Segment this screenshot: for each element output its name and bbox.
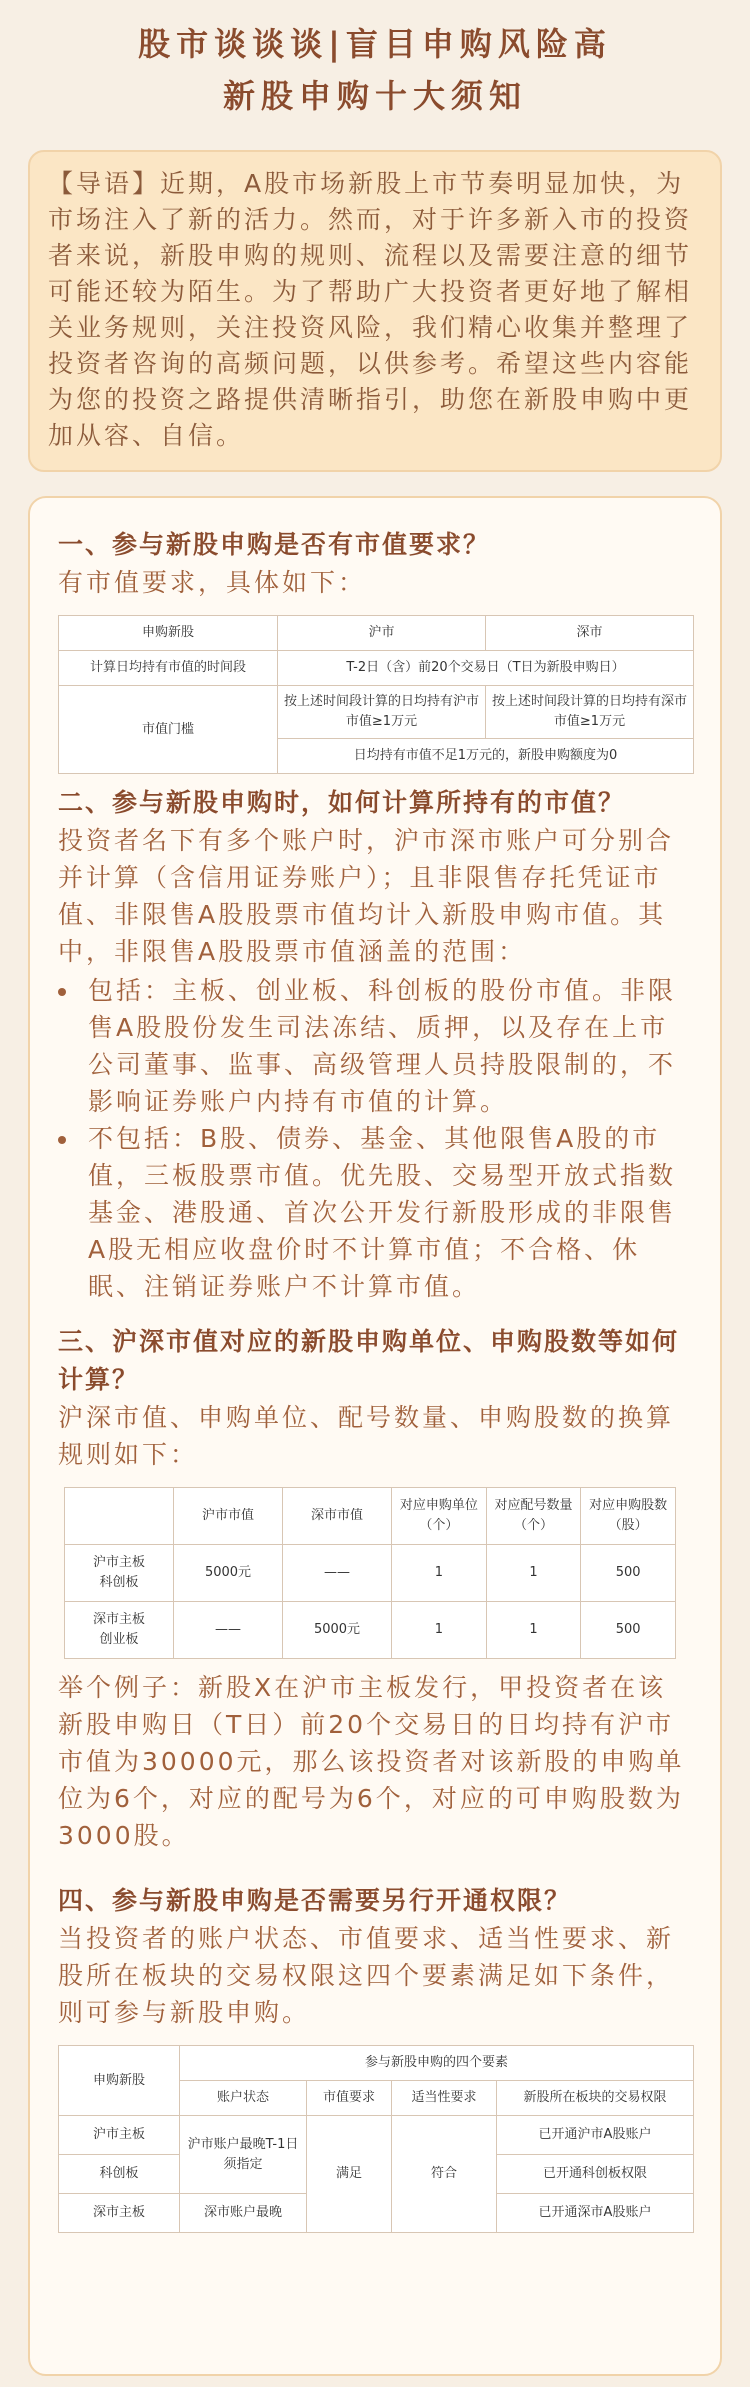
list-item: • 不包括：B股、债券、基金、其他限售A股的市值，三板股票市值。优先股、交易型开放式指数基金、港股通、首次公开发行新股形成的非限售A股无相应收盘价时不计算市值；不合格、休眠、注销证券账户不计算市值。 [80,1120,692,1305]
page-title [0,0,750,122]
list-item: • 包括：主板、创业板、科创板的股份市值。非限售A股股份发生司法冻结、质押，以及存在上市公司董事、监事、高级管理人员持股限制的，不影响证券账户内持有市值的计算。 [80,972,692,1120]
section-4-title: 四、参与新股申购是否需要另行开通权限？ [58,1886,572,1915]
table-cell: 深市账户最晚 [180,2194,307,2233]
table-cell: 深市主板 创业板 [65,1602,174,1659]
subscription-unit-table [64,1487,676,1659]
table-cell: 1 [486,1602,581,1659]
table-cell: 按上述时间段计算的日均持有深市市值≥1万元 [486,686,694,739]
table-cell: 沪市账户最晚T-1日须指定 [180,2116,307,2194]
table-cell: T-2日（含）前20个交易日（T日为新股申购日） [278,651,694,686]
table-cell: 符合 [392,2116,497,2233]
table-cell: 已开通科创板权限 [497,2155,694,2194]
section-1-text: 有市值要求，具体如下： [58,568,367,597]
table-cell: —— [174,1602,283,1659]
table-header: 申购新股 [59,616,278,651]
table-header: 适当性要求 [392,2081,497,2116]
table-cell: 500 [581,1545,676,1602]
qa-card [28,496,722,2376]
table-cell: 1 [392,1545,487,1602]
table-header: 申购新股 [59,2046,180,2116]
market-value-table [58,615,694,774]
table-header: 深市市值 [283,1488,392,1545]
table-header: 账户状态 [180,2081,307,2116]
section-3-example: 举个例子：新股X在沪市主板发行，甲投资者在该新股申购日（T日）前20个交易日的日均持有沪市市值为30000元，那么该投资者对该新股的申购单位为6个，对应的配号为6个，对应的可申购股数为3000股。 [58,1673,685,1850]
title-line-2: 新股申购十大须知 [222,77,527,115]
section-2-title: 二、参与新股申购时，如何计算所持有的市值？ [58,788,626,817]
table-cell: 5000元 [174,1545,283,1602]
table-cell: 市值门槛 [59,686,278,774]
table-cell: 按上述时间段计算的日均持有沪市市值≥1万元 [278,686,486,739]
table-header [65,1488,174,1545]
table-cell: 沪市主板 科创板 [65,1545,174,1602]
table-cell: 沪市主板 [59,2116,180,2155]
table-cell: 1 [392,1602,487,1659]
section-3-text: 沪深市值、申购单位、配号数量、申购股数的换算规则如下： [58,1403,675,1469]
table-cell: 已开通沪市A股账户 [497,2116,694,2155]
section-1-title: 一、参与新股申购是否有市值要求？ [58,530,491,559]
table-cell: 深市主板 [59,2194,180,2233]
table-header: 对应申购股数（股） [581,1488,676,1545]
table-header: 深市 [486,616,694,651]
section-3-title: 三、沪深市值对应的新股申购单位、申购股数等如何计算？ [58,1327,680,1394]
table-header: 沪市 [278,616,486,651]
section-2-text: 投资者名下有多个账户时，沪市深市账户可分别合并计算（含信用证券账户）；且非限售存托凭证市值、非限售A股股票市值均计入新股申购市值。其中，非限售A股股票市值涵盖的范围： [58,826,675,966]
intro-box: 【导语】近期，A股市场新股上市节奏明显加快，为市场注入了新的活力。然而，对于许多新入市的投资者来说，新股申购的规则、流程以及需要注意的细节可能还较为陌生。为了帮助广大投资者更好地了解相关业务规则，关注投资风险，我们精心收集并整理了投资者咨询的高频问题，以供参考。希望这些内容能为您的投资之路提供清晰指引，助您在新股申购中更加从容、自信。 [28,150,722,472]
section-4-text: 当投资者的账户状态、市值要求、适当性要求、新股所在板块的交易权限这四个要素满足如下条件，则可参与新股申购。 [58,1924,675,2027]
table-cell: 满足 [307,2116,392,2233]
table-header: 对应配号数量（个） [486,1488,581,1545]
table-cell: 5000元 [283,1602,392,1659]
table-header: 市值要求 [307,2081,392,2116]
table-header: 新股所在板块的交易权限 [497,2081,694,2116]
table-cell: 日均持有市值不足1万元的，新股申购额度为0 [278,739,694,774]
table-cell: 已开通深市A股账户 [497,2194,694,2233]
table-cell: 科创板 [59,2155,180,2194]
table-cell: 500 [581,1602,676,1659]
title-line-1: 股市谈谈谈|盲目申购风险高 [138,25,612,63]
table-header: 对应申购单位（个） [392,1488,487,1545]
table-cell: 1 [486,1545,581,1602]
section-2-list [58,972,692,1305]
permission-table [58,2045,694,2233]
table-cell: 计算日均持有市值的时间段 [59,651,278,686]
table-header: 参与新股申购的四个要素 [180,2046,694,2081]
table-cell: —— [283,1545,392,1602]
table-header: 沪市市值 [174,1488,283,1545]
